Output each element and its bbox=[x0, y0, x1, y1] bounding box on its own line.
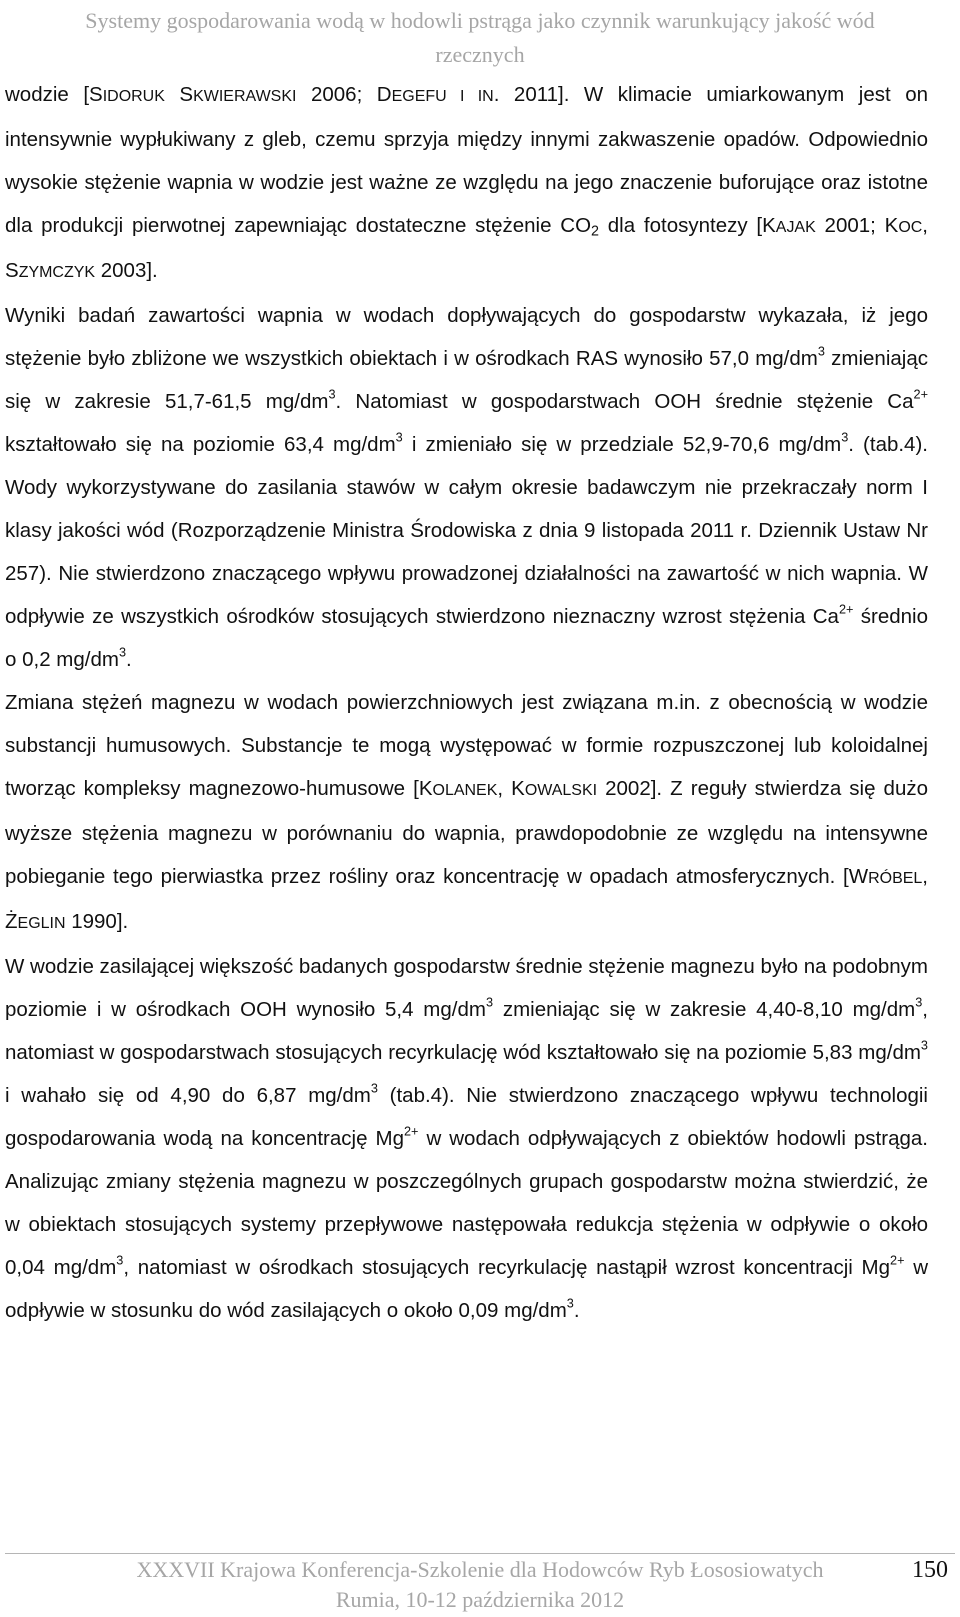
superscript: 3 bbox=[920, 1037, 928, 1053]
subscript: 2 bbox=[591, 223, 599, 240]
text-run: Wyniki badań zawartości wapnia w wodach dopływających do gospodarstw wykazała, iż jego stężenie było zbliżone we wszystkich obiektach i w ośrodkach RAS wynosiło 57,0 mg/dm bbox=[5, 304, 928, 370]
citation-author: ZYMCZYK bbox=[18, 264, 96, 281]
running-header bbox=[0, 0, 960, 76]
superscript: 3 bbox=[370, 1080, 378, 1096]
superscript: 2+ bbox=[403, 1123, 419, 1139]
text-run: . bbox=[126, 648, 132, 671]
text-run: 2001; K bbox=[815, 214, 899, 237]
text-run: W wodzie zasilającej większość badanych gospodarstw średnie stężenie magnezu było na podobnym poziomie i w ośrodkach OOH wynosiło 5,4 mg/dm bbox=[5, 955, 929, 1021]
footer-conference-title: XXXVII Krajowa Konferencja-Szkolenie dla Hodowców Ryb Łososiowatych bbox=[136, 1557, 824, 1582]
text-run: . bbox=[573, 1299, 580, 1322]
superscript: 2+ bbox=[913, 386, 928, 402]
text-run: i wahało się od 4,90 do 6,87 mg/dm bbox=[5, 1084, 371, 1107]
body-text bbox=[5, 73, 928, 1332]
superscript: 3 bbox=[328, 386, 336, 402]
header-title-line1: Systemy gospodarowania wodą w hodowli pstrąga jako czynnik warunkujący jakość wód bbox=[85, 8, 875, 33]
text-run: . (tab.4). Wody wykorzystywane do zasilania stawów w całym okresie badawczym nie przekraczały norm I klasy jakości wód (Rozporządzenie Ministra Środowiska z dnia 9 listopada 2011 r. Dziennik Ustaw Nr 257). Nie stwierdzono znaczącego wpływu prowadzonej działalności na zawartość w nich wapnia. W odpływie ze wszystkich ośrodków stosujących stwierdzono nieznaczny wzrost stężenia Ca bbox=[5, 433, 928, 628]
text-run: i zmieniało się w przedziale 52,9-70,6 mg/dm bbox=[402, 433, 842, 456]
paragraph-calcium-intro bbox=[5, 73, 928, 294]
page-number: 150 bbox=[912, 1557, 948, 1583]
text-run: dla fotosyntezy [K bbox=[599, 214, 776, 237]
paragraph-magnesium-intro bbox=[5, 681, 928, 945]
citation-author: EGLIN bbox=[17, 915, 66, 932]
superscript: 3 bbox=[566, 1295, 574, 1311]
text-run: , natomiast w gospodarstwach stosujących recyrkulację wód kształtowało się na poziomie 5,83 mg/dm bbox=[5, 998, 928, 1064]
superscript: 3 bbox=[817, 343, 825, 359]
text-run: . Natomiast w gospodarstwach OOH średnie stężenie Ca bbox=[335, 390, 914, 413]
text-run: , natomiast w ośrodkach stosujących recyrkulację nastąpił wzrost koncentracji Mg bbox=[123, 1256, 890, 1279]
citation-author: AJAK bbox=[775, 219, 816, 236]
header-title-line2: rzecznych bbox=[435, 42, 525, 67]
text-run: (tab.4). Nie stwierdzono znaczącego wpływu technologii gospodarowania wodą na koncentrację Mg bbox=[5, 1084, 928, 1150]
text-run: , S bbox=[5, 214, 928, 282]
superscript: 3 bbox=[395, 429, 403, 445]
text-run: wodzie [S bbox=[5, 83, 103, 106]
text-run: w wodach odpływających z obiektów hodowli pstrąga. Analizując zmiany stężenia magnezu w poszczególnych grupach gospodarstw można stwierdzić, że w obiektach stosujących systemy przepływowe następowała redukcja stężenia w odpływie o około 0,04 mg/dm bbox=[5, 1127, 928, 1279]
citation-author: OWALSKI bbox=[524, 782, 598, 799]
citation-author: IDORUK bbox=[102, 88, 165, 105]
citation-author: RÓBEL bbox=[868, 870, 923, 887]
text-run: , K bbox=[497, 777, 525, 800]
footer-divider bbox=[5, 1553, 955, 1554]
text-run: 2006; D bbox=[296, 83, 392, 106]
text-run: , Ż bbox=[5, 865, 928, 933]
citation-author: KWIERAWSKI bbox=[193, 88, 297, 105]
citation-author: OC bbox=[898, 219, 923, 236]
superscript: 2+ bbox=[838, 601, 854, 617]
text-run: 1990]. bbox=[65, 910, 129, 933]
text-run: średnio o 0,2 mg/dm bbox=[5, 605, 928, 671]
text-run: . 2011]. W klimacie umiarkowanym jest on intensywnie wypłukiwany z gleb, czemu sprzyja między innymi zakwaszenie opadów. Odpowiednio wysokie stężenie wapnia w wodzie jest ważne ze względu na jego znaczenie buforujące oraz istotne dla produkcji pierwotnej zapewniając dostateczne stężenie CO bbox=[5, 83, 929, 237]
text-run: w odpływie w stosunku do wód zasilających o około 0,09 mg/dm bbox=[5, 1256, 929, 1322]
text-run: S bbox=[164, 83, 194, 106]
superscript: 2+ bbox=[890, 1252, 905, 1268]
superscript: 3 bbox=[116, 1252, 124, 1268]
running-footer bbox=[0, 1555, 960, 1615]
text-run: zmieniając się w zakresie 51,7-61,5 mg/dm bbox=[5, 347, 928, 413]
text-run: 2002]. Z reguły stwierdza się dużo wyższe stężenia magnezu w porównaniu do wapnia, prawdopodobnie ze względu na intensywne pobieganie tego pierwiastka przez rośliny oraz koncentrację w opadach atmosferycznych. [W bbox=[5, 777, 928, 888]
footer-location-date: Rumia, 10-12 października 2012 bbox=[335, 1587, 625, 1612]
text-run: Zmiana stężeń magnezu w wodach powierzchniowych jest związana m.in. z obecnością w wodzie substancji humusowych. Substancje te mogą występować w formie rozpuszczonej lub koloidalnej tworząc kompleksy magnezowo-humusowe [K bbox=[5, 691, 928, 800]
text-run: zmieniając się w zakresie 4,40-8,10 mg/dm bbox=[493, 998, 916, 1021]
superscript: 3 bbox=[915, 994, 923, 1010]
text-run: kształtowało się na poziomie 63,4 mg/dm bbox=[5, 433, 396, 456]
superscript: 3 bbox=[841, 429, 849, 445]
superscript: 3 bbox=[485, 994, 494, 1010]
citation-author: OLANEK bbox=[432, 782, 498, 799]
citation-author: EGEFU I IN bbox=[391, 88, 494, 105]
superscript: 3 bbox=[118, 644, 127, 660]
paragraph-calcium-results bbox=[5, 294, 928, 681]
paragraph-magnesium-results bbox=[5, 945, 928, 1332]
text-run: 2003]. bbox=[95, 259, 158, 282]
